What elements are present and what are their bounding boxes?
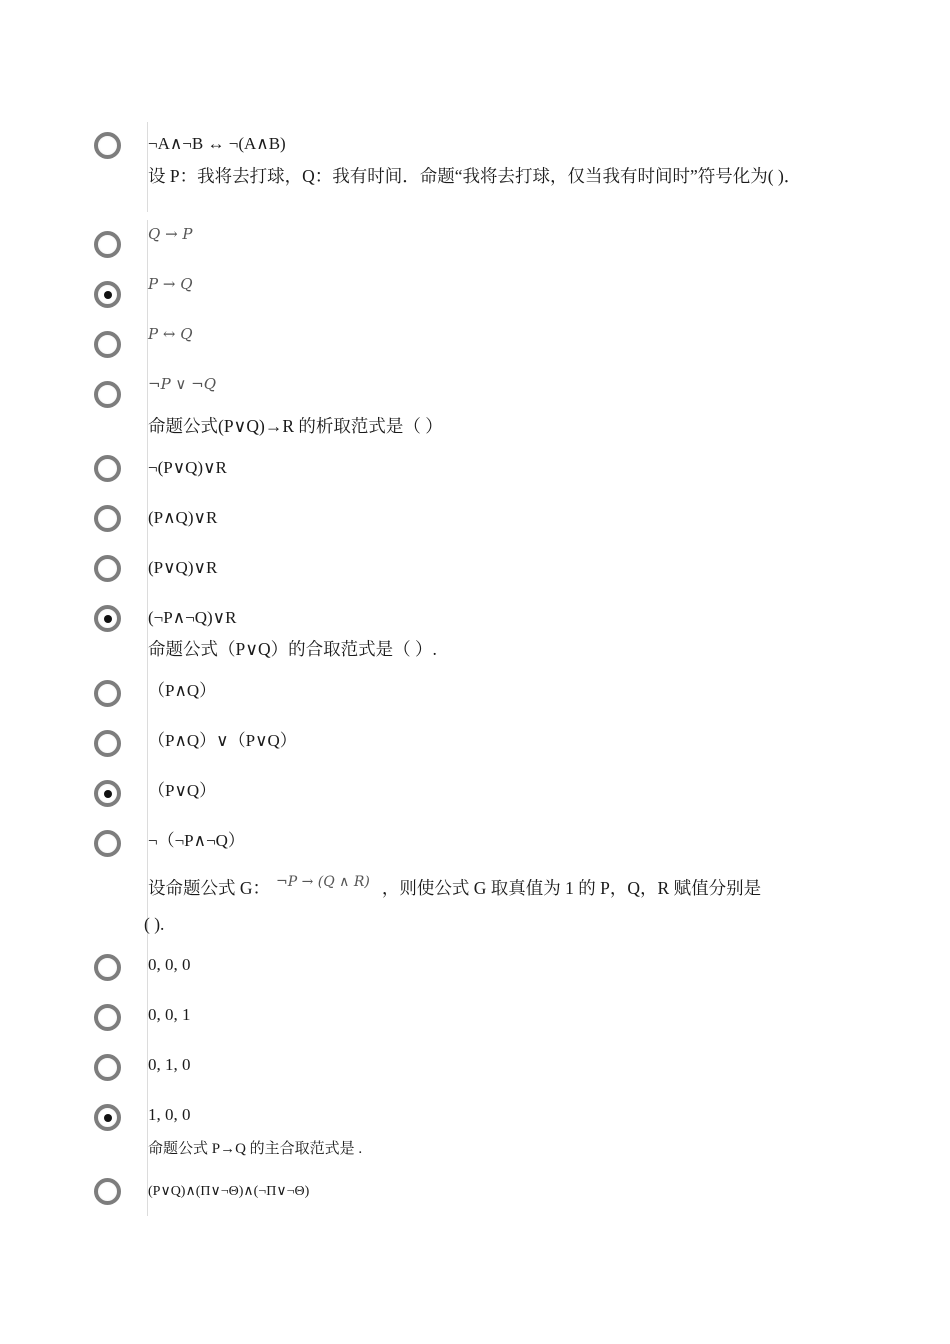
radio-option[interactable] <box>94 505 121 532</box>
option-label: (P∨Q)∧(Π∨¬Θ)∧(¬Π∨¬Θ) <box>148 1184 310 1199</box>
option-label: 1, 0, 0 <box>148 1105 191 1124</box>
radio-option[interactable] <box>94 555 121 582</box>
question-text: 命题公式 P→Q 的主合取范式是 . <box>148 1141 363 1157</box>
radio-option[interactable] <box>94 954 121 981</box>
radio-option[interactable] <box>94 231 121 258</box>
option-formula-image: ¬P ∨ ¬Q <box>148 375 217 393</box>
radio-option[interactable] <box>94 331 121 358</box>
question-text: 命题公式（P∨Q）的合取范式是（ ）. <box>148 639 437 659</box>
formula-image: ¬P → (Q ∧ R) <box>276 874 370 890</box>
option-label: （P∨Q） <box>148 781 217 800</box>
option-label: ¬(P∨Q)∨R <box>148 458 227 477</box>
question-text-after: ，则使公式 G 取真值为 1 的 P，Q，R 赋值分别是 <box>381 878 762 898</box>
radio-option[interactable] <box>94 381 121 408</box>
radio-option[interactable] <box>94 132 121 159</box>
question-text: 命题公式(P∨Q)→R 的析取范式是（ ） <box>148 416 443 436</box>
option-formula-image: P → Q <box>148 275 193 293</box>
question-text: 设 P：我将去打球，Q：我有时间．命题“我将去打球，仅当我有时间时”符号化为( )． <box>148 166 802 186</box>
radio-option[interactable] <box>94 1178 121 1205</box>
option-formula-image: Q → P <box>148 225 193 243</box>
radio-option-selected[interactable] <box>94 281 121 308</box>
question-text-line2: ( ). <box>144 914 165 934</box>
option-label: （P∧Q） <box>148 681 217 700</box>
option-label: （P∧Q）∨（P∨Q） <box>148 731 297 750</box>
radio-option-selected[interactable] <box>94 780 121 807</box>
option-label: ¬（¬P∧¬Q） <box>148 831 245 850</box>
option-label: 0, 0, 1 <box>148 1005 191 1024</box>
option-label: (P∧Q)∨R <box>148 508 218 527</box>
radio-option[interactable] <box>94 730 121 757</box>
radio-option[interactable] <box>94 680 121 707</box>
radio-option[interactable] <box>94 455 121 482</box>
option-label: 0, 1, 0 <box>148 1055 191 1074</box>
option-label: (P∨Q)∨R <box>148 558 218 577</box>
question-text <box>148 876 818 903</box>
radio-option-selected[interactable] <box>94 1104 121 1131</box>
option-label: 0, 0, 0 <box>148 955 191 974</box>
option-formula-image: P ↔ Q <box>148 325 193 343</box>
radio-option-selected[interactable] <box>94 605 121 632</box>
radio-option[interactable] <box>94 830 121 857</box>
question-text-before: 设命题公式 G： <box>148 878 271 898</box>
option-label: (¬P∧¬Q)∨R <box>148 608 237 627</box>
radio-option[interactable] <box>94 1054 121 1081</box>
radio-option[interactable] <box>94 1004 121 1031</box>
option-label: ¬A∧¬B ↔ ¬(A∧B) <box>148 134 286 153</box>
